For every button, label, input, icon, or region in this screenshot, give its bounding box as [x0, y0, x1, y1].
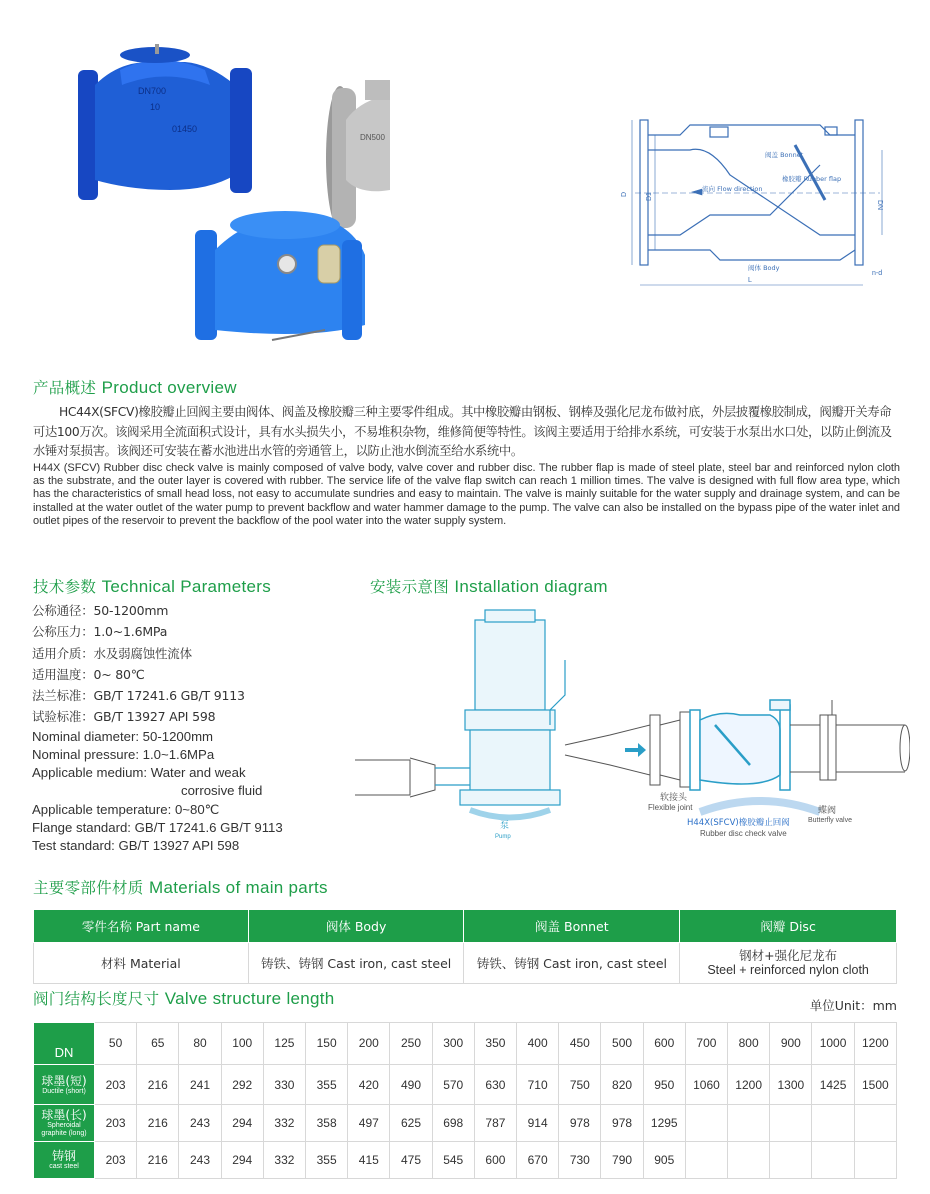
- length-row: [34, 1065, 897, 1105]
- check-valve-drawing: [690, 700, 790, 790]
- length-row-label-en: cast steel: [49, 1163, 79, 1170]
- dn-cell: 200: [348, 1023, 390, 1065]
- length-cell: 243: [179, 1105, 221, 1142]
- length-cell: [685, 1142, 727, 1179]
- dn-label: DN: [34, 1023, 95, 1065]
- dim-D: D: [621, 191, 628, 197]
- materials-header-cell: 零件名称 Part name: [34, 910, 249, 943]
- valve1-label-a: DN700: [138, 86, 167, 96]
- param-cn-row: 公称通径：50-1200mm: [32, 603, 169, 618]
- materials-row-label: 材料 Material: [34, 943, 249, 984]
- pump-label-en: Pump: [495, 834, 511, 840]
- length-row-label-cn: 铸钢: [51, 1149, 76, 1163]
- tech-params: [32, 600, 352, 855]
- param-en-row: corrosive fluid: [181, 783, 263, 799]
- overview-text-cn: HC44X(SFCV)橡胶瓣止回阀主要由阀体、阀盖及橡胶瓣三种主要零件组成。其中橡胶瓣由钢板、钢棒及强化尼龙布做衬底，外层披覆橡胶制成，阀瓣开关寿命可达100万次。该阀采用全流面积式设计，具有水头损失小，不易堆积杂物，维修简便等特性。该阀主要适用于给排水系统，可安装于水泵出水口处，以防止倒流及水锤对泵损害。该阀还可安装在蓄水池进出水管的旁通管上，以防止池水倒流至给水系统中。: [33, 405, 892, 458]
- materials-header-row: [34, 910, 897, 943]
- dn-cell: 450: [559, 1023, 601, 1065]
- length-cell: 978: [601, 1105, 643, 1142]
- param-en-row: Applicable temperature: 0~80℃: [32, 801, 220, 817]
- length-cell: [685, 1105, 727, 1142]
- materials-header-cell: 阀盖 Bonnet: [464, 910, 680, 943]
- materials-disc-cell: [680, 943, 897, 984]
- dn-cell: 80: [179, 1023, 221, 1065]
- length-cell: [812, 1142, 854, 1179]
- length-cell: 243: [179, 1142, 221, 1179]
- length-cell: [770, 1105, 812, 1142]
- length-cell: 415: [348, 1142, 390, 1179]
- dn-cell: 1000: [812, 1023, 854, 1065]
- length-cell: 355: [306, 1065, 348, 1105]
- length-cell: 355: [306, 1142, 348, 1179]
- length-cell: [812, 1105, 854, 1142]
- butterfly-label-cn: 蝶阀: [818, 806, 837, 816]
- materials-body-cell: 铸铁、铸钢 Cast iron, cast steel: [248, 943, 464, 984]
- install-title-cn: 安装示意图: [370, 578, 450, 596]
- tech-title-en: Technical Parameters: [101, 577, 272, 596]
- length-cell: 1425: [812, 1065, 854, 1105]
- hydraulic-check-valve-image: [195, 211, 365, 340]
- valve2-label: DN500: [360, 133, 385, 142]
- dn-cell: 1200: [854, 1023, 896, 1065]
- materials-title-cn: 主要零部件材质: [33, 879, 144, 897]
- length-cell: 332: [263, 1142, 305, 1179]
- dn-cell: 125: [263, 1023, 305, 1065]
- pump-drawing: [435, 610, 565, 805]
- overview-text-en: H44X (SFCV) Rubber disc check valve is mainly composed of valve body, valve cover and rubber disc. The rubber flap is made of steel plate, steel bar and reinforced nylon cloth as the substrate, and the outer layer is covered with rubber. The service life of the valve flap switch can reach 1 million times. The valve is designed with full flow area type, which has the characteristics of small head loss, not easy to accumulate sundries and easy to maintain. The valve is mainly suitable for the water supply and drainage system, and can be installed at the water outlet of the water pump to prevent backflow and water hammer damage to the pump. The valve can also be installed on the bypass pipe of the water inlet and outlet pipes of the reservoir to prevent the backflow of the pool water into the water supply system.: [33, 462, 900, 527]
- label-rubber-flap: 橡胶瓣 Rubber flap: [782, 175, 842, 183]
- length-cell: 630: [474, 1065, 516, 1105]
- length-cell: 358: [306, 1105, 348, 1142]
- materials-row: [34, 943, 897, 984]
- valve1-label-c: 01450: [172, 124, 198, 134]
- param-cn-row: 试验标准：GB/T 13927 API 598: [32, 709, 216, 725]
- dn-cell: 100: [221, 1023, 263, 1065]
- length-title: [33, 987, 335, 1009]
- length-cell: 978: [559, 1105, 601, 1142]
- length-cell: 787: [474, 1105, 516, 1142]
- length-cell: 216: [137, 1065, 179, 1105]
- length-row-label-en: Spheroidal graphite (long): [41, 1122, 87, 1137]
- length-cell: [770, 1142, 812, 1179]
- stainless-check-valve-image: [326, 80, 390, 230]
- label-flow-direction: 流向 Flow direction: [702, 185, 763, 193]
- label-body: 阀体 Body: [748, 264, 780, 272]
- dim-D1: D1: [646, 192, 653, 201]
- param-en-row: Applicable medium: Water and weak: [32, 765, 246, 781]
- length-cell: [854, 1105, 896, 1142]
- param-cn-row: 法兰标准：GB/T 17241.6 GB/T 9113: [32, 688, 245, 704]
- length-cell: 216: [137, 1105, 179, 1142]
- length-cell: 670: [517, 1142, 559, 1179]
- dn-cell: 50: [95, 1023, 137, 1065]
- length-cell: [728, 1142, 770, 1179]
- disc-material-en: Steel + reinforced nylon cloth: [707, 963, 869, 977]
- installation-diagram: [350, 600, 910, 850]
- tech-title: [33, 575, 271, 597]
- length-cell: 950: [643, 1065, 685, 1105]
- length-row-label-en: Ductile (short): [42, 1087, 86, 1095]
- length-row-label: [34, 1105, 95, 1142]
- length-cell: 203: [95, 1105, 137, 1142]
- length-cell: 600: [474, 1142, 516, 1179]
- dn-cell: 250: [390, 1023, 432, 1065]
- length-cell: 570: [432, 1065, 474, 1105]
- pump-label-cn: 泵: [500, 821, 510, 831]
- blue-check-valve-image: [78, 44, 252, 200]
- dn-cell: 65: [137, 1023, 179, 1065]
- dn-cell: 150: [306, 1023, 348, 1065]
- length-row-label: [34, 1142, 95, 1179]
- materials-table: [33, 909, 897, 984]
- length-cell: 625: [390, 1105, 432, 1142]
- joint-label-cn: 软接头: [660, 793, 688, 803]
- length-cell: 698: [432, 1105, 474, 1142]
- valve-label-en: Rubber disc check valve: [700, 829, 787, 838]
- length-cell: 497: [348, 1105, 390, 1142]
- param-en-row: Test standard: GB/T 13927 API 598: [32, 837, 240, 853]
- length-cell: 545: [432, 1142, 474, 1179]
- length-cell: 203: [95, 1065, 137, 1105]
- length-cell: 905: [643, 1142, 685, 1179]
- length-cell: 790: [601, 1142, 643, 1179]
- valve-label-cn: H44X(SFCV)橡胶瓣止回阀: [687, 818, 790, 828]
- tech-title-cn: 技术参数: [33, 578, 97, 596]
- length-cell: 216: [137, 1142, 179, 1179]
- materials-title-en: Materials of main parts: [149, 878, 328, 897]
- length-cell: 294: [221, 1105, 263, 1142]
- length-cell: 241: [179, 1065, 221, 1105]
- overview-title-cn: 产品概述: [33, 379, 97, 397]
- param-cn-row: 适用温度：0~ 80℃: [32, 666, 145, 682]
- length-cell: 420: [348, 1065, 390, 1105]
- install-title-en: Installation diagram: [454, 577, 608, 596]
- product-photos: [60, 40, 390, 360]
- valve-section-drawing: [620, 105, 910, 305]
- length-cell: 332: [263, 1105, 305, 1142]
- dn-cell: 900: [770, 1023, 812, 1065]
- overview-title: [33, 376, 237, 398]
- length-cell: 914: [517, 1105, 559, 1142]
- length-cell: 292: [221, 1065, 263, 1105]
- dn-cell: 700: [685, 1023, 727, 1065]
- dim-DN: DN: [876, 200, 883, 211]
- dn-cell: 300: [432, 1023, 474, 1065]
- label-bonnet: 阀盖 Bonnet: [765, 151, 804, 159]
- dn-header-row: [34, 1023, 897, 1065]
- unit-label: 单位Unit：mm: [809, 998, 897, 1013]
- materials-title: [33, 876, 328, 898]
- materials-header-cell: 阀体 Body: [248, 910, 464, 943]
- length-cell: 710: [517, 1065, 559, 1105]
- dim-nd: n-d: [872, 270, 883, 277]
- install-title: [370, 575, 608, 597]
- butterfly-label-en: Butterfly valve: [808, 817, 852, 824]
- length-cell: 294: [221, 1142, 263, 1179]
- param-en-row: Nominal diameter: 50-1200mm: [32, 728, 214, 744]
- dim-L: L: [748, 277, 752, 284]
- length-cell: [728, 1105, 770, 1142]
- length-cell: 330: [263, 1065, 305, 1105]
- length-row: [34, 1142, 897, 1179]
- dn-cell: 400: [517, 1023, 559, 1065]
- length-cell: 475: [390, 1142, 432, 1179]
- materials-header-cell: 阀瓣 Disc: [680, 910, 897, 943]
- length-cell: 203: [95, 1142, 137, 1179]
- param-en-row: Flange standard: GB/T 17241.6 GB/T 9113: [32, 819, 283, 835]
- dn-cell: 600: [643, 1023, 685, 1065]
- length-cell: 1295: [643, 1105, 685, 1142]
- length-cell: 1200: [728, 1065, 770, 1105]
- length-cell: 820: [601, 1065, 643, 1105]
- length-title-cn: 阀门结构长度尺寸: [33, 990, 160, 1008]
- length-row-label-cn: 球墨(短): [41, 1073, 87, 1088]
- length-row: [34, 1105, 897, 1142]
- length-row-label-cn: 球墨(长): [41, 1108, 87, 1122]
- length-title-en: Valve structure length: [164, 989, 335, 1008]
- length-cell: [854, 1142, 896, 1179]
- length-cell: 1300: [770, 1065, 812, 1105]
- joint-label-en: Flexible joint: [648, 803, 693, 812]
- length-cell: 730: [559, 1142, 601, 1179]
- param-cn-row: 公称压力：1.0~1.6MPa: [32, 624, 168, 640]
- dn-cell: 800: [728, 1023, 770, 1065]
- length-table: [33, 1022, 897, 1179]
- length-cell: 750: [559, 1065, 601, 1105]
- dn-cell: 350: [474, 1023, 516, 1065]
- length-cell: 490: [390, 1065, 432, 1105]
- length-cell: 1060: [685, 1065, 727, 1105]
- length-cell: 1500: [854, 1065, 896, 1105]
- overview-title-en: Product overview: [101, 378, 237, 397]
- param-en-row: Nominal pressure: 1.0~1.6MPa: [32, 746, 215, 762]
- dn-cell: 500: [601, 1023, 643, 1065]
- disc-material-cn: 钢材+强化尼龙布: [739, 948, 838, 963]
- param-cn-row: 适用介质：水及弱腐蚀性流体: [32, 645, 192, 661]
- valve1-label-b: 10: [150, 102, 161, 112]
- materials-bonnet-cell: 铸铁、铸钢 Cast iron, cast steel: [464, 943, 680, 984]
- length-row-label: [34, 1065, 95, 1105]
